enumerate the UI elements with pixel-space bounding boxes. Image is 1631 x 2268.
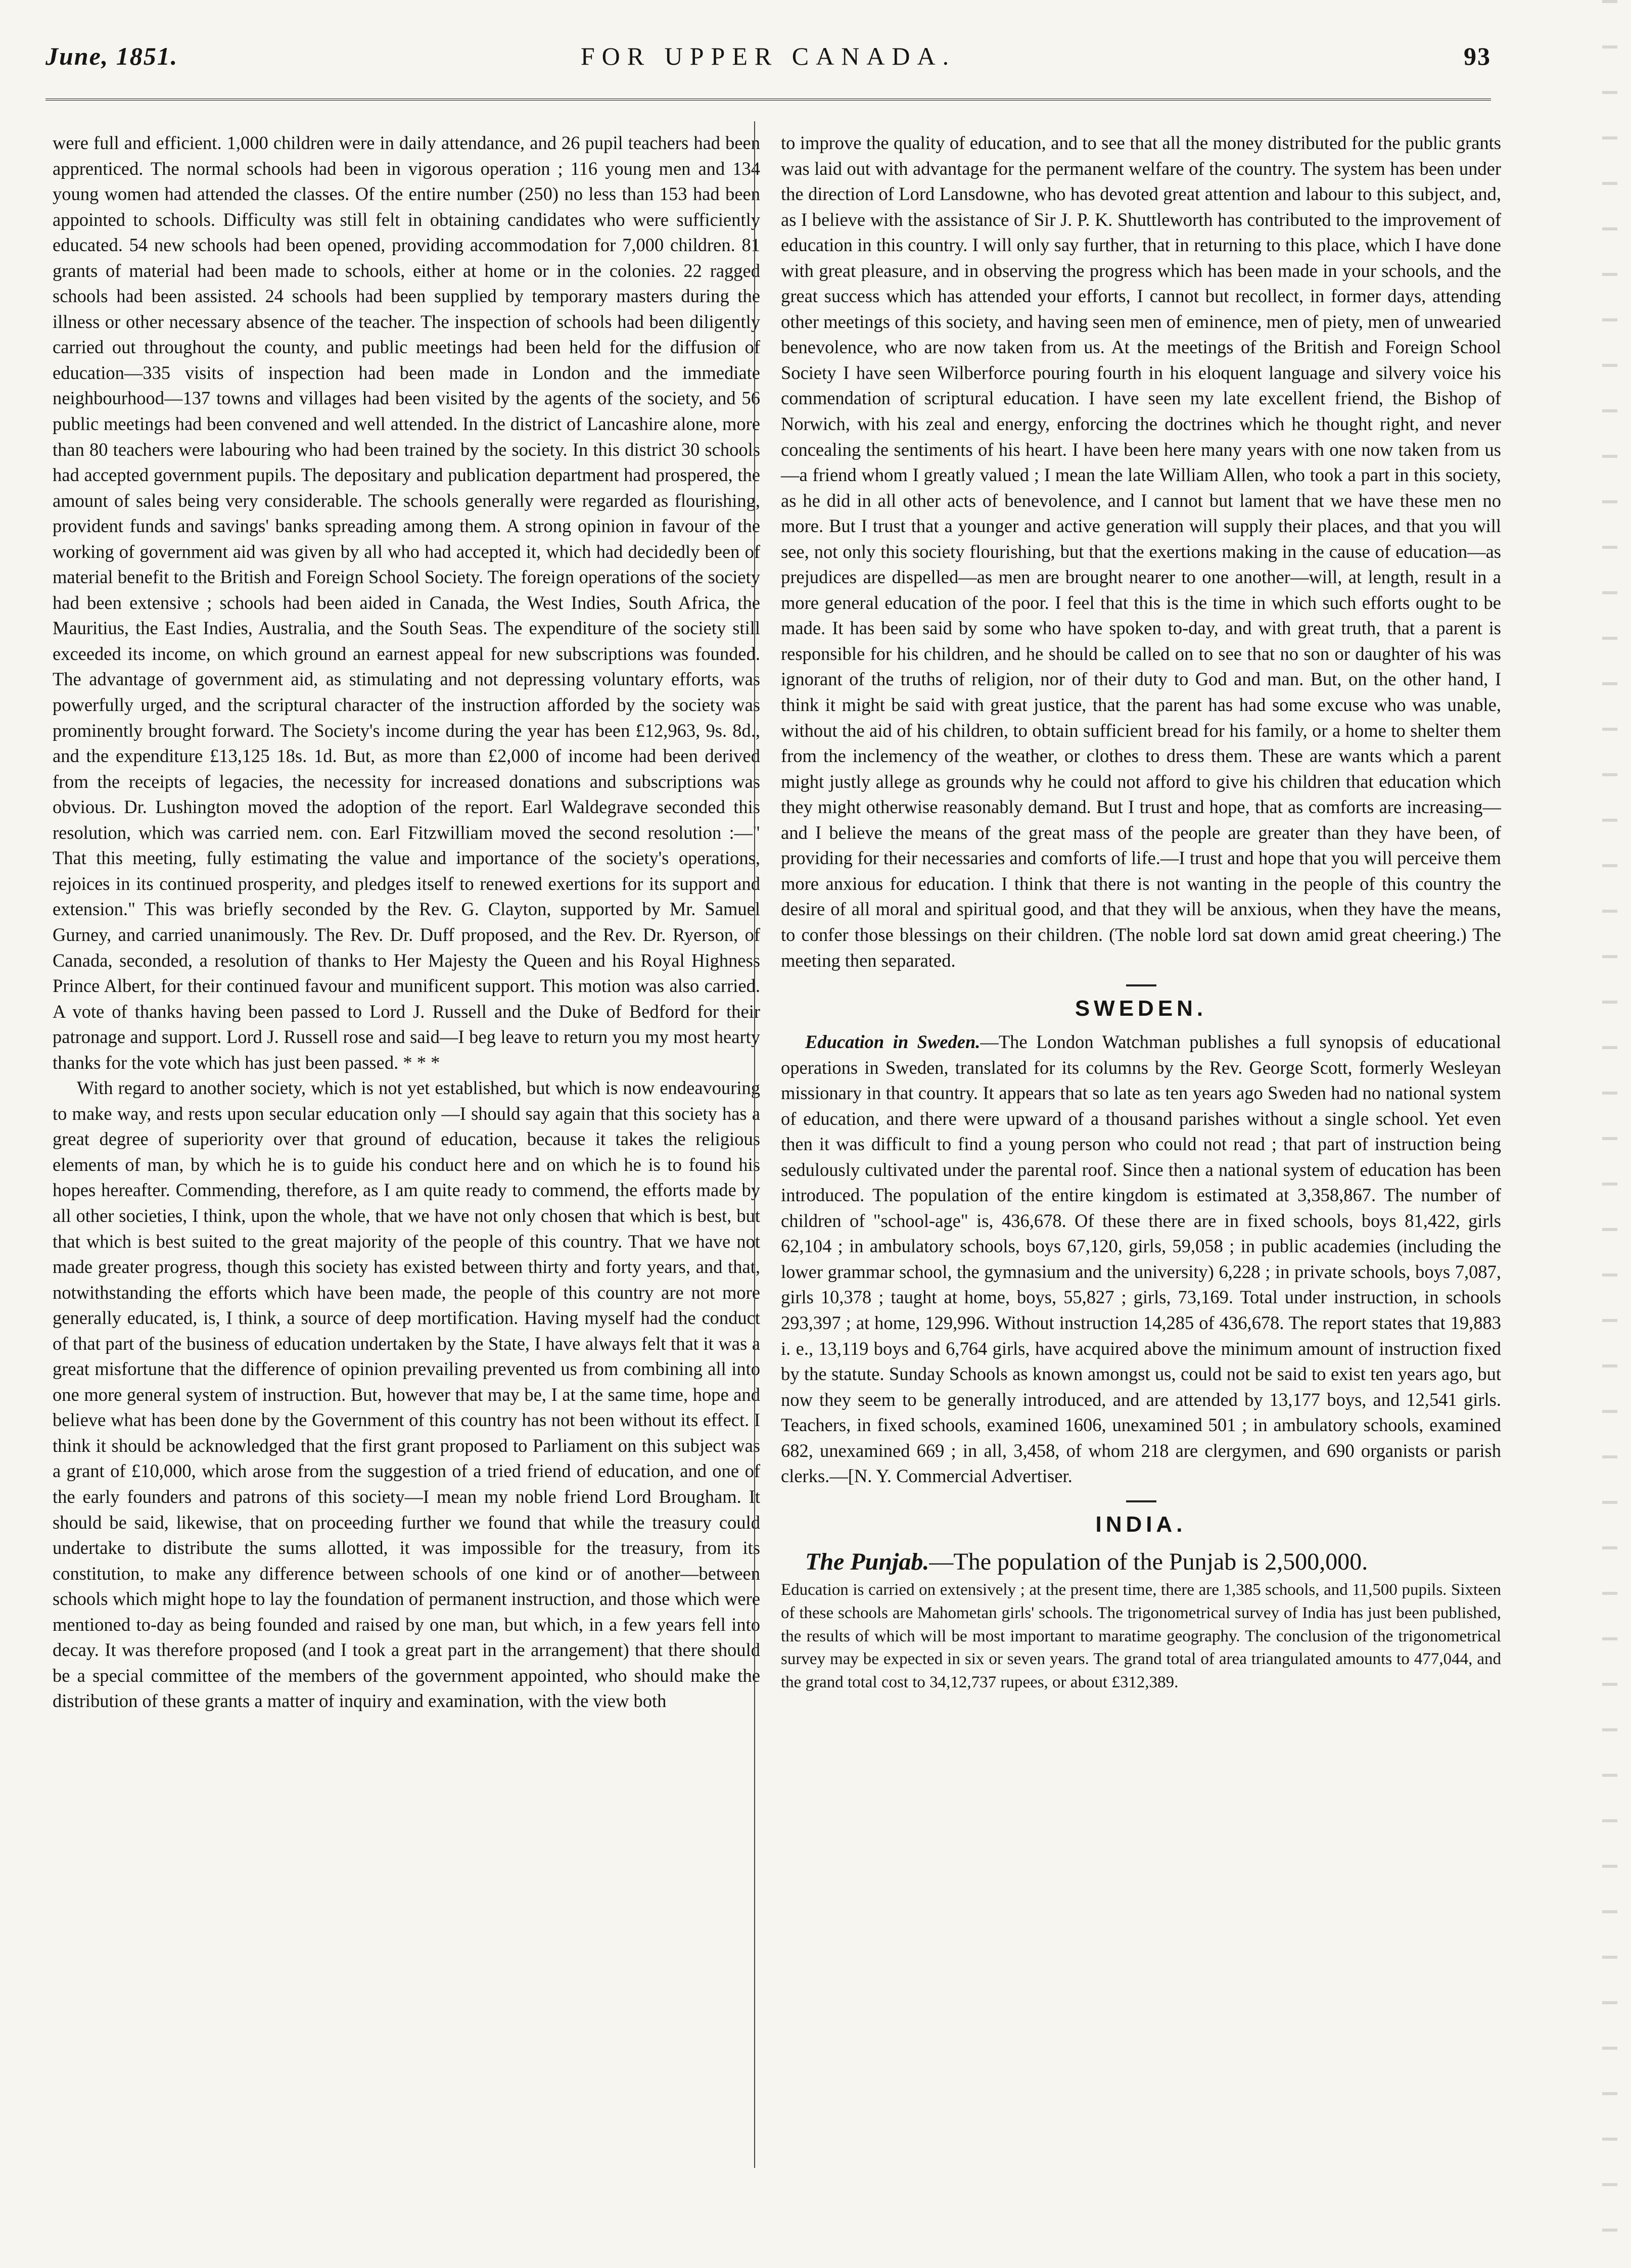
section-dash bbox=[1126, 1500, 1156, 1502]
speech-paragraph: With regard to another society, which is not yet established, but which is now endeavouring to make way, and rests upon secular education only —I should say again that this society has a great degree of superiority over that ground of education, because it takes the religious elements of man, by which he is to guide his conduct here and on which he is to found his hopes hereafter. Commending, therefore, as I am quite ready to commend, the efforts made by all other societies, I think, upon the whole, that we have not only chosen that which is best, but that which is best suited to the great majority of the people of this country. That we have not made greater progress, though this society has existed between thirty and forty years, and that, notwithstanding the efforts which have been made, the people of this country are not more generally educated, is, I think, a source of deep mortification. Having myself had the conduct of that part of the business of education undertaken by the State, I have always felt that it was a great misfortune that the difference of opinion prevailing prevented us from combining all into one more general system of instruction. But, however that may be, I at the same time, hope and believe what has been done by the Government of this country has not been without its effect. I think it should be acknowledged that the first grant proposed to Parliament on this subject was a grant of £10,000, which arose from the suggestion of a tried friend of education, and one of the early founders and patrons of this society—I mean my noble friend Lord Brougham. It should be said, likewise, that on proceeding further we found that while the treasury could undertake to distribute the sums allotted, it was impossible for the treasury, from its constitution, to make any difference between schools of one kind or of another—between schools which might hope to lay the foundation of permanent instruction, and those which were mentioned to-day as being founded and raised by one man, but which, in a few years fell into decay. It was therefore proposed (and I took a great part in the arrangement) that there should be a special committee of the members of the government appointed, who should make the distribution of these grants a matter of inquiry and examination, with the view both bbox=[53, 1077, 760, 1712]
section-dash bbox=[1126, 984, 1156, 986]
column-divider bbox=[754, 121, 755, 2168]
page-number: 93 bbox=[1464, 42, 1491, 70]
page-edge bbox=[1602, 0, 1617, 2268]
speech-continuation: to improve the quality of education, and to see that all the money distributed for the public grants was laid out with advantage for the permanent welfare of the country. The system has been under the direction of Lord Lansdowne, who has devoted great attention and labour to this subject, and, as I believe with the assistance of Sir J. P. K. Shuttleworth has contributed to the improvement of education in this country. I will only say further, that in returning to this place, which I have done with great pleasure, and in observing the progress which has been made in your schools, and the great success which has attended your efforts, I cannot but recollect, in former days, attending other meetings of this society, and having seen men of eminence, men of piety, men of unwearied benevolence, who are now taken from us. At the meetings of the British and Foreign School Society I have seen Wilberforce pouring fourth in his eloquent language and silvery voice his commendation of scriptural education. I have seen my late excellent friend, the Bishop of Norwich, with his zeal and energy, enforcing the doctrines which he thought right, and never concealing the sentiments of his heart. I have been here many years with one now taken from us—a friend whom I greatly valued ; I mean the late William Allen, who took a part in this society, as he did in all other acts of benevolence, and I cannot but lament that we have these men no more. But I trust that a younger and active generation will supply their places, and that you will see, not only this society flourishing, but that the exertions making in the cause of education—as prejudices are dispelled—as men are brought nearer to one another—will, at length, result in a more general education of the poor. I feel that this is the time in which such efforts ought to be made. It has been said by some who have spoken to-day, and with great truth, that a parent is responsible for his children, and he should be called on to see that no son or daughter of his was ignorant of the truths of religion, nor of their duty to God and man. But, on the other hand, I think it might be said with great justice, that the parent has had some excuse who was unable, without the aid of his children, to obtain sufficient bread for his family, or a home to shelter them from the inclemency of the weather, or clothes to dress them. These are wants which a parent might justly allege as grounds why he could not afford to give his children that education which they might otherwise reasonably demand. But I trust and hope, that as comforts are increasing—and I believe the means of the great mass of the people are greater than they have been, of providing for their necessaries and comforts of life.—I trust and hope that you will perceive them more anxious for education. I think that there is not wanting in the people of this country the desire of all moral and spiritual good, and that they will be anxious, when they have the means, to confer those blessings on their children. (The noble lord sat down amid great cheering.) The meeting then separated. bbox=[781, 132, 1501, 971]
sweden-article bbox=[781, 1029, 1501, 1489]
india-first-line bbox=[781, 1545, 1501, 1579]
sweden-heading bbox=[781, 984, 1501, 1024]
india-body: Education is carried on extensively ; at the present time, there are 1,385 schools, and 11,500 pupils. Sixteen of these schools are Mahometan girls' schools. The trigonometrical survey of India has just been published, the results of which will be most important to maratime geography. The conclusion of the trigonometrical survey may be expected in six or seven years. The grand total of area triangulated amounts to 477,044, and the grand total cost to 34,12,737 rupees, or about £312,389. bbox=[781, 1581, 1501, 1692]
sweden-title: SWEDEN. bbox=[1075, 996, 1207, 1021]
right-column bbox=[781, 130, 1501, 1694]
left-column bbox=[53, 130, 760, 1714]
sweden-lead-in: Education in Sweden. bbox=[805, 1031, 981, 1052]
sweden-body: —The London Watchman publishes a full synopsis of educational operations in Sweden, translated for its columns by the Rev. George Scott, formerly Wesleyan missionary in that country. It appears that so late as ten years ago Sweden had no national system of education, and there were upward of a thousand parishes without a single school. Yet even then it was difficult to find a young person who could not read ; that part of instruction being sedulously cultivated under the parental roof. Since then a national system of education has been introduced. The population of the entire kingdom is estimated at 3,358,867. The number of children of "school-age" is, 436,678. Of these there are in fixed schools, boys 81,422, girls 62,104 ; in ambulatory schools, boys 67,120, girls, 59,058 ; in public academies (including the lower grammar school, the gymnasium and the university) 6,228 ; in private schools, boys 7,087, girls 10,378 ; taught at home, boys, 55,827 ; girls, 73,169. Total under instruction, in schools 293,397 ; at home, 129,996. Without instruction 14,285 of 436,678. The report states that 19,883 i. e., 13,119 boys and 6,764 girls, have acquired above the minimum amount of instruction fixed by the statute. Sunday Schools as known amongst us, could not be said to exist ten years ago, but now they seem to be generally introduced, and are attended by 13,177 boys, and 12,541 girls. Teachers, in fixed schools, examined 1606, unexamined 501 ; in ambulatory schools, examined 682, unexamined 669 ; in all, 3,458, of whom 218 are clergymen, and 690 organists or parish clerks.—[N. Y. Commercial Advertiser. bbox=[781, 1031, 1501, 1487]
india-title: INDIA. bbox=[1095, 1511, 1187, 1537]
india-lead-in: The Punjab. bbox=[805, 1548, 929, 1575]
issue-date: June, 1851. bbox=[45, 42, 178, 70]
report-paragraph: were full and efficient. 1,000 children were in daily attendance, and 26 pupil teachers had been apprenticed. The normal schools had been in vigorous operation ; 116 young men and 134 young women had attended the classes. Of the entire number (250) no less than 153 had been appointed to schools. Difficulty was still felt in obtaining candidates who were sufficiently educated. 54 new schools had been opened, providing accommodation for 7,000 children. 81 grants of material had been made to schools, either at home or in the colonies. 22 ragged schools had been assisted. 24 schools had been supplied by temporary masters during the illness or other necessary absence of the teacher. The inspection of schools had been diligently carried out throughout the county, and public meetings had been held for the diffusion of education—335 visits of inspection had been made in London and the immediate neighbourhood—137 towns and villages had been visited by the agents of the society, and 56 public meetings had been convened and well attended. In the district of Lancashire alone, more than 80 teachers were labouring who had been trained by the society. In this district 30 schools had accepted government pupils. The depositary and publication department had prospered, the amount of sales being very considerable. The schools generally were regarded as flourishing, provident funds and savings' banks spreading among them. A strong opinion in favour of the working of government aid was given by all who had accepted it, which had decidedly been of material benefit to the British and Foreign School Society. The foreign operations of the society had been extensive ; schools had been aided in Canada, the West Indies, South Africa, the Mauritius, the East Indies, Australia, and the South Seas. The expenditure of the society still exceeded its income, on which ground an earnest appeal for new subscriptions was founded. The advantage of government aid, as stimulating and not depressing voluntary efforts, was powerfully urged, and the scriptural character of the instruction afforded by the society was prominently brought forward. The Society's income during the year has been £12,963, 9s. 8d., and the expenditure £13,125 18s. 1d. But, as more than £2,000 of income had been derived from the receipts of legacies, the necessity for increased donations and subscriptions was obvious. Dr. Lushington moved the adoption of the report. Earl Waldegrave seconded this resolution, which was carried nem. con. Earl Fitzwilliam moved the second resolution :—" That this meeting, fully estimating the value and importance of the society's operations, rejoices in its continued prosperity, and pledges itself to renewed exertions for its support and extension." This was briefly seconded by the Rev. G. Clayton, supported by Mr. Samuel Gurney, and carried unanimously. The Rev. Dr. Duff proposed, and the Rev. Dr. Ryerson, of Canada, seconded, a resolution of thanks to Her Majesty the Queen and his Royal Highness Prince Albert, for their continued favour and munificent support. This motion was also carried. A vote of thanks having been passed to Lord J. Russell and the Duke of Bedford for their patronage and support. Lord J. Russell rose and said—I beg leave to return you my most hearty thanks for the vote which has just been passed. * * * bbox=[53, 132, 760, 1073]
india-heading bbox=[781, 1500, 1501, 1540]
publication-title: FOR UPPER CANADA. bbox=[580, 42, 956, 70]
header-rule bbox=[45, 99, 1491, 104]
india-first: —The population of the Punjab is 2,500,000. bbox=[929, 1548, 1368, 1575]
running-head bbox=[45, 41, 1491, 82]
